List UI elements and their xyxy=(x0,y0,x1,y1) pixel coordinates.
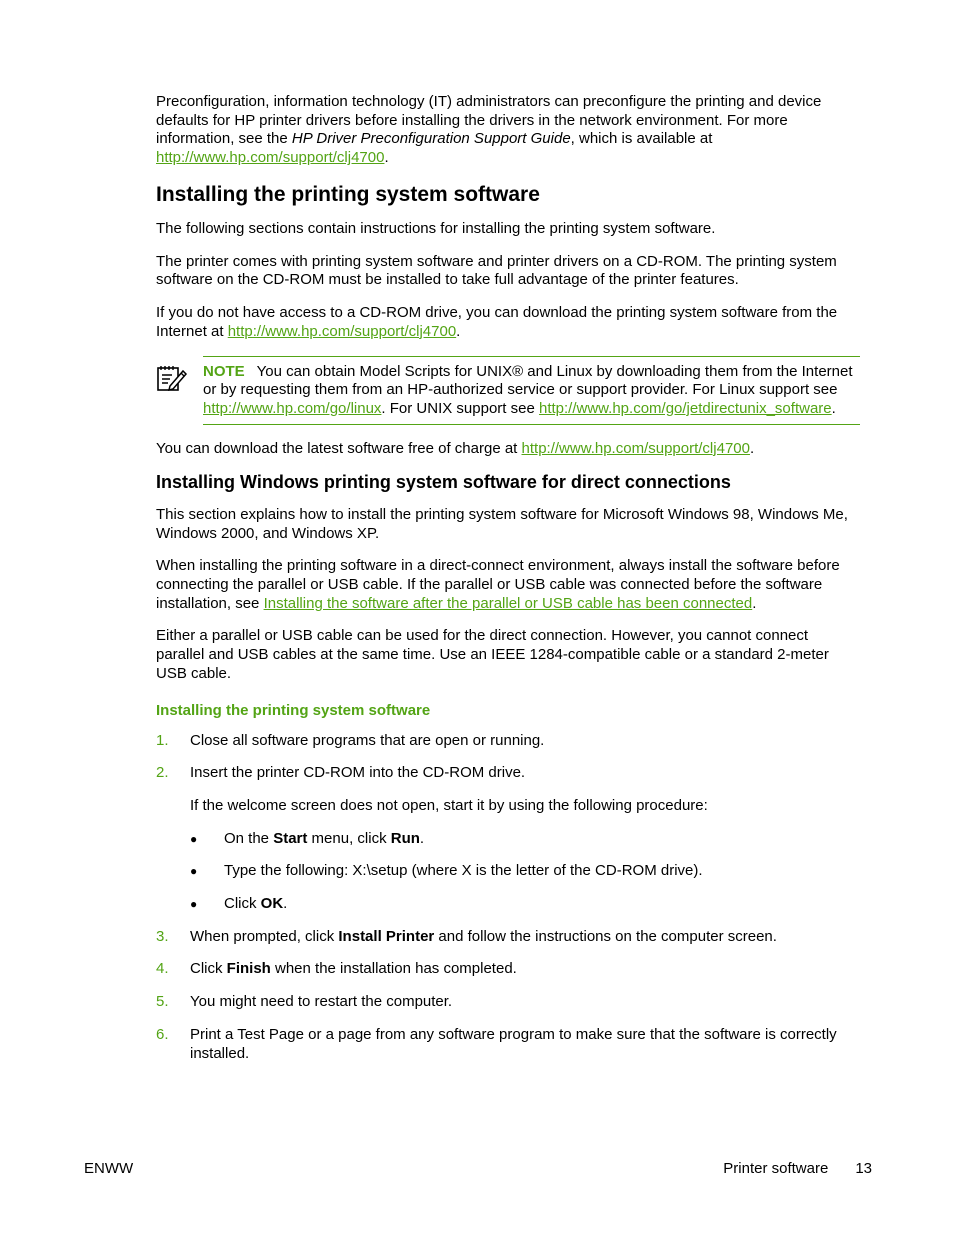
footer-section: Printer software xyxy=(723,1160,829,1177)
unix-link[interactable]: http://www.hp.com/go/jetdirectunix_software xyxy=(538,399,832,417)
footer-left: ENWW xyxy=(84,1160,134,1177)
text: When installing the printing software in a direct-connect environment, always install the software before connecting the parallel or USB cable. If the parallel or USB cable was connected before the software installation, see xyxy=(156,557,840,612)
text: and follow the instructions on the computer screen. xyxy=(434,927,777,945)
text: Type the following: X:\setup (where X is the letter of the CD-ROM drive). xyxy=(224,862,703,880)
text: You can download the latest software free of charge at xyxy=(156,439,522,457)
footer-right xyxy=(723,1160,872,1177)
step-number: 3. xyxy=(156,927,169,945)
page-number: 13 xyxy=(855,1160,872,1177)
note-text xyxy=(203,363,860,419)
step-text: You might need to restart the computer. xyxy=(190,993,453,1011)
paragraph xyxy=(156,304,860,341)
paragraph xyxy=(156,440,860,459)
step-text: Insert the printer CD-ROM into the CD-ROM drive. xyxy=(190,764,526,782)
step-number: 4. xyxy=(156,960,169,978)
step-text xyxy=(190,928,860,947)
step-text xyxy=(190,960,860,979)
text: You can obtain Model Scripts for UNIX® and Linux by downloading them from the Internet or by requesting them from an HP-authorized service or support provider. For Linux support see xyxy=(203,362,853,399)
ui-term: Finish xyxy=(226,960,271,978)
linux-link[interactable]: http://www.hp.com/go/linux xyxy=(203,399,382,417)
punct: . xyxy=(283,895,288,913)
ui-term: Install Printer xyxy=(338,927,435,945)
section-heading: Installing the printing system software xyxy=(156,182,540,206)
step-subtext: If the welcome screen does not open, start it by using the following procedure: xyxy=(190,796,708,814)
procedure-steps xyxy=(156,732,860,1064)
paragraph: The following sections contain instructions for installing the printing system software. xyxy=(156,220,716,237)
bullet-glyph: ● xyxy=(190,897,198,912)
step-text: Print a Test Page or a page from any software program to make sure that the software is correctly installed. xyxy=(190,1025,837,1062)
subsection-heading: Installing Windows printing system software for direct connections xyxy=(156,472,731,493)
step-number: 1. xyxy=(156,731,169,749)
bullet-glyph: ● xyxy=(190,864,198,879)
cross-reference-link[interactable]: Installing the software after the parallel or USB cable has been connected xyxy=(263,594,753,612)
bullet-item xyxy=(190,895,860,914)
step-item xyxy=(156,993,860,1012)
intro-text: Preconfiguration, information technology (IT) administrators can preconfigure the printing and device defaults for HP printer drivers before installing the drivers in the network environment. For more information, see the xyxy=(156,93,822,148)
text: When prompted, click xyxy=(190,927,339,945)
text: If you do not have access to a CD-ROM drive, you can download the printing system software from the Internet at xyxy=(156,304,838,340)
step-item xyxy=(156,732,860,751)
punct: . xyxy=(831,399,836,417)
step-item xyxy=(156,960,860,979)
intro-text-mid: , which is available at xyxy=(570,130,713,148)
step-item xyxy=(156,764,860,914)
bullet-item xyxy=(190,830,860,849)
clj4700-link[interactable]: http://www.hp.com/support/clj4700 xyxy=(227,322,457,340)
procedure-heading: Installing the printing system software xyxy=(156,701,431,719)
step-text: Close all software programs that are open or running. xyxy=(190,731,545,749)
page-content xyxy=(156,93,860,1077)
step-number: 5. xyxy=(156,993,169,1011)
step-number: 2. xyxy=(156,764,169,782)
clj4700-link[interactable]: http://www.hp.com/support/clj4700 xyxy=(521,439,750,457)
paragraph: The printer comes with printing system software and printer drivers on a CD-ROM. The printing system software on the CD-ROM must be installed to take full advantage of the printer features. xyxy=(156,252,837,289)
paragraph: This section explains how to install the printing system software for Microsoft Windows 98, Windows Me, Windows 2000, and Windows XP. xyxy=(156,505,848,542)
bullet-glyph: ● xyxy=(190,831,198,846)
step-number: 6. xyxy=(156,1025,169,1043)
punct: . xyxy=(456,322,461,340)
text: when the installation has completed. xyxy=(270,960,517,978)
step-item xyxy=(156,1026,860,1063)
text: . For UNIX support see xyxy=(381,399,539,417)
text: On the xyxy=(224,829,274,847)
paragraph: Either a parallel or USB cable can be used for the direct connection. However, you cannot connect parallel and USB cables at the same time. Use an IEEE 1284-compatible cable or a standard 2-meter USB cable. xyxy=(156,627,829,682)
note-content xyxy=(203,356,860,425)
guide-title: HP Driver Preconfiguration Support Guide xyxy=(291,130,571,148)
ui-term: Start xyxy=(273,829,308,847)
note-label: NOTE xyxy=(203,362,245,380)
ui-term: OK xyxy=(260,895,284,913)
ui-term: Run xyxy=(390,829,420,847)
punct: . xyxy=(749,439,755,457)
bullet-item xyxy=(190,862,860,881)
note-block xyxy=(156,356,860,425)
clj4700-link[interactable]: http://www.hp.com/support/clj4700 xyxy=(156,149,385,167)
punct: . xyxy=(752,594,757,612)
paragraph xyxy=(156,557,860,613)
bullet-list xyxy=(190,830,860,914)
step-item xyxy=(156,928,860,947)
intro-paragraph xyxy=(156,93,860,168)
text: Click xyxy=(224,895,261,913)
note-icon xyxy=(156,362,188,394)
punct: . xyxy=(419,829,425,847)
text: Click xyxy=(190,960,227,978)
punct: . xyxy=(384,149,389,167)
text: menu, click xyxy=(307,829,391,847)
